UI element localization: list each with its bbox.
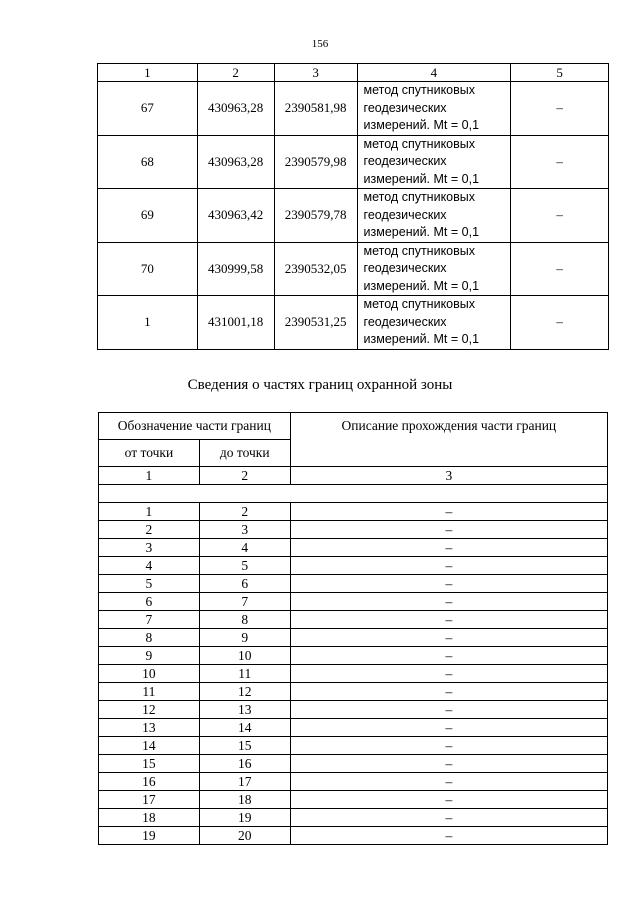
column-number-header: 2 [199, 467, 290, 485]
y-coordinate-cell: 2390531,25 [274, 296, 357, 350]
to-point-cell: 2 [199, 503, 290, 521]
y-coordinate-cell: 2390581,98 [274, 82, 357, 136]
to-point-cell: 18 [199, 791, 290, 809]
boundary-part-row [99, 539, 608, 557]
parts-table-header-row [99, 413, 608, 440]
to-point-cell: 3 [199, 521, 290, 539]
to-point-cell: 13 [199, 701, 290, 719]
to-point-cell: 14 [199, 719, 290, 737]
method-cell [357, 296, 511, 350]
y-coordinate-cell: 2390579,78 [274, 189, 357, 243]
from-point-cell: 18 [99, 809, 200, 827]
description-cell: – [290, 503, 607, 521]
coordinate-row [98, 135, 609, 189]
method-line: геодезических [363, 314, 447, 329]
coordinate-row [98, 82, 609, 136]
method-line: метод спутниковых [363, 136, 476, 151]
from-point-cell: 12 [99, 701, 200, 719]
description-cell: – [290, 755, 607, 773]
boundary-part-row [99, 593, 608, 611]
method-line: метод спутниковых [363, 243, 476, 258]
boundary-part-row [99, 647, 608, 665]
boundary-part-row [99, 683, 608, 701]
description-cell: – [290, 827, 607, 845]
method-line: геодезических [363, 207, 447, 222]
from-point-cell: 2 [99, 521, 200, 539]
boundary-part-row [99, 665, 608, 683]
from-point-cell: 5 [99, 575, 200, 593]
method-cell [357, 189, 511, 243]
parts-table-column-numbers-row [99, 467, 608, 485]
description-cell: – [290, 539, 607, 557]
boundary-designation-header: Обозначение части границ [99, 413, 291, 440]
from-point-cell: 8 [99, 629, 200, 647]
from-point-cell: 9 [99, 647, 200, 665]
point-number-cell: 68 [98, 135, 198, 189]
column-number-header: 2 [197, 64, 274, 82]
column-number-header: 3 [290, 467, 607, 485]
column-number-header: 1 [98, 64, 198, 82]
boundary-part-row [99, 629, 608, 647]
from-point-cell: 7 [99, 611, 200, 629]
boundary-part-row [99, 575, 608, 593]
boundary-parts-table [98, 412, 608, 845]
from-point-cell: 13 [99, 719, 200, 737]
section-title: Сведения о частях границ охранной зоны [187, 377, 453, 393]
from-point-cell: 17 [99, 791, 200, 809]
column-5-cell: – [511, 242, 609, 296]
description-cell: – [290, 557, 607, 575]
point-number-cell: 69 [98, 189, 198, 243]
column-5-cell: – [511, 296, 609, 350]
to-point-cell: 8 [199, 611, 290, 629]
boundary-part-row [99, 701, 608, 719]
coordinates-table [97, 63, 609, 350]
method-line: геодезических [363, 100, 447, 115]
description-cell: – [290, 647, 607, 665]
to-point-cell: 10 [199, 647, 290, 665]
x-coordinate-cell: 430963,42 [197, 189, 274, 243]
from-point-cell: 19 [99, 827, 200, 845]
to-point-cell: 20 [199, 827, 290, 845]
method-cell [357, 135, 511, 189]
description-cell: – [290, 791, 607, 809]
description-cell: – [290, 665, 607, 683]
boundary-part-row [99, 773, 608, 791]
from-point-cell: 16 [99, 773, 200, 791]
method-line: измерений. Mt = 0,1 [363, 118, 480, 132]
method-line: измерений. Mt = 0,1 [363, 225, 480, 239]
description-cell: – [290, 719, 607, 737]
method-line: геодезических [363, 261, 447, 275]
method-line: метод спутниковых [363, 83, 476, 97]
boundary-part-row [99, 827, 608, 845]
description-cell: – [290, 737, 607, 755]
method-cell [357, 242, 511, 296]
coordinates-table-header-row [98, 64, 609, 82]
from-point-cell: 3 [99, 539, 200, 557]
to-point-header: до точки [199, 440, 290, 467]
boundary-part-row [99, 737, 608, 755]
coordinate-row [98, 189, 609, 243]
point-number-cell: 70 [98, 242, 198, 296]
from-point-header: от точки [99, 440, 200, 467]
y-coordinate-cell: 2390579,98 [274, 135, 357, 189]
description-cell: – [290, 809, 607, 827]
to-point-cell: 6 [199, 575, 290, 593]
column-5-cell: – [511, 82, 609, 136]
description-cell: – [290, 521, 607, 539]
boundary-part-row [99, 791, 608, 809]
to-point-cell: 5 [199, 557, 290, 575]
boundary-part-row [99, 809, 608, 827]
x-coordinate-cell: 431001,18 [197, 296, 274, 350]
column-number-header: 5 [511, 64, 609, 82]
from-point-cell: 10 [99, 665, 200, 683]
description-cell: – [290, 773, 607, 791]
boundary-part-row [99, 557, 608, 575]
method-line: метод спутниковых [363, 190, 476, 204]
to-point-cell: 19 [199, 809, 290, 827]
column-number-header: 3 [274, 64, 357, 82]
empty-cell [99, 485, 608, 503]
from-point-cell: 15 [99, 755, 200, 773]
boundary-description-header: Описание прохождения части границ [290, 413, 607, 467]
description-cell: – [290, 611, 607, 629]
to-point-cell: 15 [199, 737, 290, 755]
parts-table-empty-row [99, 485, 608, 503]
method-line: измерений. Mt = 0,1 [363, 332, 480, 346]
point-number-cell: 67 [98, 82, 198, 136]
method-cell [357, 82, 511, 136]
from-point-cell: 11 [99, 683, 200, 701]
from-point-cell: 1 [99, 503, 200, 521]
description-cell: – [290, 683, 607, 701]
description-cell: – [290, 701, 607, 719]
from-point-cell: 4 [99, 557, 200, 575]
x-coordinate-cell: 430963,28 [197, 135, 274, 189]
point-number-cell: 1 [98, 296, 198, 350]
description-cell: – [290, 593, 607, 611]
method-line: измерений. Mt = 0,1 [363, 171, 480, 186]
column-number-header: 1 [99, 467, 200, 485]
to-point-cell: 4 [199, 539, 290, 557]
to-point-cell: 7 [199, 593, 290, 611]
to-point-cell: 16 [199, 755, 290, 773]
boundary-part-row [99, 503, 608, 521]
x-coordinate-cell: 430963,28 [197, 82, 274, 136]
coordinate-row [98, 296, 609, 350]
coordinate-row [98, 242, 609, 296]
method-line: метод спутниковых [363, 297, 476, 311]
column-5-cell: – [511, 135, 609, 189]
description-cell: – [290, 629, 607, 647]
boundary-part-row [99, 521, 608, 539]
y-coordinate-cell: 2390532,05 [274, 242, 357, 296]
column-5-cell: – [511, 189, 609, 243]
to-point-cell: 12 [199, 683, 290, 701]
method-line: измерений. Mt = 0,1 [363, 278, 480, 293]
column-number-header: 4 [357, 64, 511, 82]
description-cell: – [290, 575, 607, 593]
boundary-part-row [99, 755, 608, 773]
page-number: 156 [311, 38, 329, 50]
to-point-cell: 17 [199, 773, 290, 791]
from-point-cell: 14 [99, 737, 200, 755]
boundary-part-row [99, 611, 608, 629]
to-point-cell: 11 [199, 665, 290, 683]
from-point-cell: 6 [99, 593, 200, 611]
boundary-part-row [99, 719, 608, 737]
to-point-cell: 9 [199, 629, 290, 647]
x-coordinate-cell: 430999,58 [197, 242, 274, 296]
method-line: геодезических [363, 154, 447, 168]
